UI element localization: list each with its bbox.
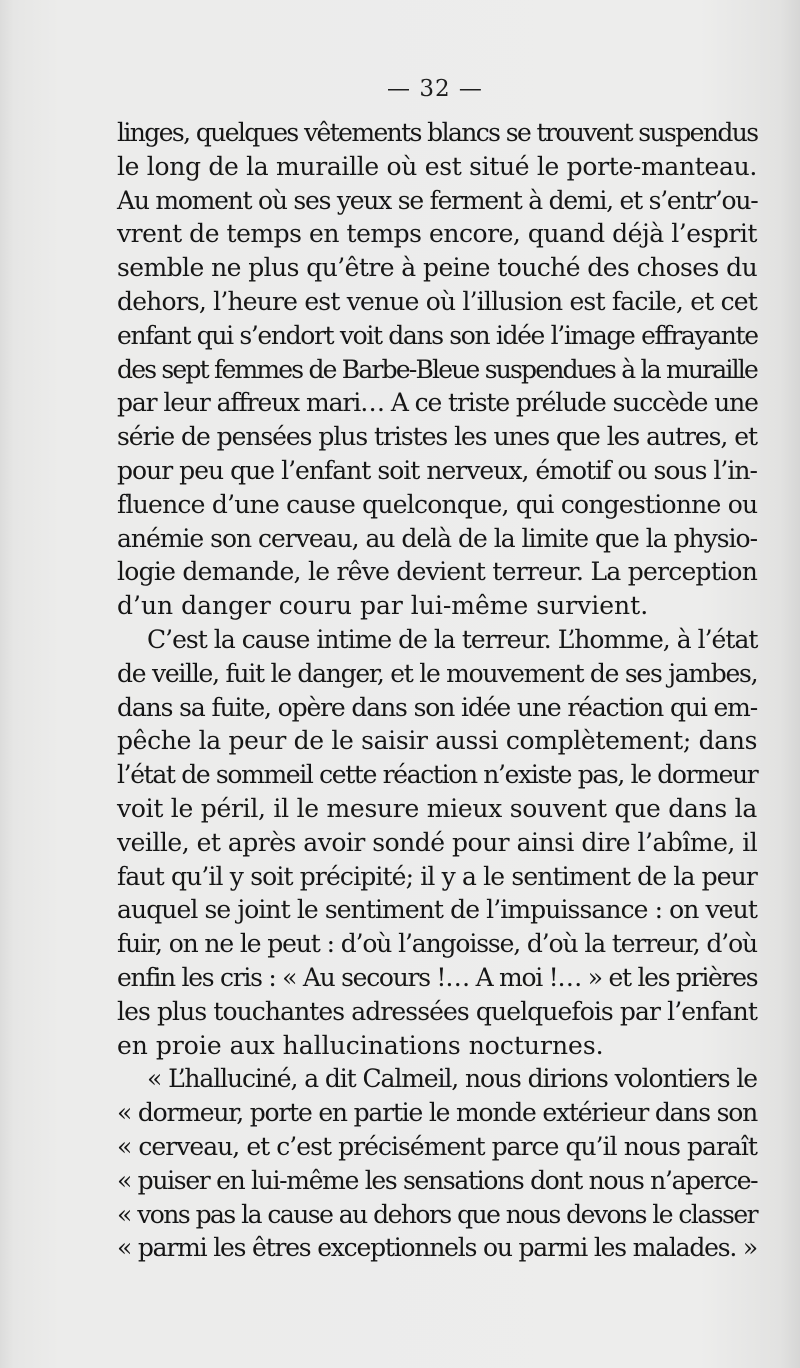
text-line: enfin les cris : « Au secours !… A moi !… » et les prières — [117, 962, 758, 992]
text-line: par leur affreux mari… A ce triste prélude succède une — [117, 388, 758, 418]
text-line: des sept femmes de Barbe-Bleue suspendues à la muraille — [117, 354, 757, 384]
quote-line: « dormeur, porte en partie le monde extérieur dans son — [117, 1098, 757, 1128]
text-line: veille, et après avoir sondé pour ainsi dire l’abîme, il — [117, 827, 758, 857]
text-line: voit le péril, il le mesure mieux souvent que dans la — [117, 793, 757, 823]
quote-line: « puiser en lui-même les sensations dont nous n’aperce- — [117, 1165, 758, 1195]
text-line: série de pensées plus tristes les unes que les autres, et — [117, 422, 757, 452]
text-line: dans sa fuite, opère dans son idée une réaction qui em- — [117, 692, 758, 722]
text-line: vrent de temps en temps encore, quand déjà l’esprit — [117, 219, 757, 249]
text-line: le long de la muraille où est situé le porte-manteau. — [117, 151, 757, 181]
text-line: auquel se joint le sentiment de l’impuissance : on veut — [117, 895, 757, 925]
text-line: fluence d’une cause quelconque, qui congestionne ou — [117, 489, 758, 519]
text-line: anémie son cerveau, au delà de la limite que la physio- — [117, 523, 757, 553]
body-text — [117, 116, 757, 1265]
text-line: les plus touchantes adressées quelquefois par l’enfant — [117, 996, 757, 1026]
text-line: pêche la peur de le saisir aussi complètement; dans — [117, 726, 758, 756]
text-line: logie demande, le rêve devient terreur. La perception — [117, 557, 758, 587]
quote-line: « vons pas la cause au dehors que nous devons le classer — [117, 1199, 757, 1229]
text-line: d’un danger couru par lui-même survient. — [117, 591, 649, 621]
quote-line: « parmi les êtres exceptionnels ou parmi les malades. » — [117, 1233, 757, 1263]
text-line: dehors, l’heure est venue où l’illusion est facile, et cet — [117, 286, 757, 316]
text-line: C’est la cause intime de la terreur. L’homme, à l’état — [147, 624, 758, 654]
text-line: fuir, on ne le peut : d’où l’angoisse, d’où la terreur, d’où — [117, 929, 757, 959]
text-line: de veille, fuit le danger, et le mouvement de ses jambes, — [117, 658, 758, 688]
text-line: faut qu’il y soit précipité; il y a le sentiment de la peur — [117, 861, 757, 891]
text-line: enfant qui s’endort voit dans son idée l’image effrayante — [117, 320, 758, 350]
text-line: en proie aux hallucinations nocturnes. — [117, 1030, 604, 1060]
text-line: semble ne plus qu’être à peine touché des choses du — [117, 253, 758, 283]
page-number: — 32 — — [387, 76, 483, 102]
text-line: l’état de sommeil cette réaction n’existe pas, le dormeur — [117, 760, 758, 790]
text-line: linges, quelques vêtements blancs se trouvent suspendus — [117, 118, 758, 147]
quote-line: « L’halluciné, a dit Calmeil, nous dirions volontiers le — [147, 1064, 757, 1094]
text-line: Au moment où ses yeux se ferment à demi, et s’entr’ou- — [117, 185, 758, 215]
quote-line: « cerveau, et c’est précisément parce qu’il nous paraît — [117, 1131, 757, 1161]
text-line: pour peu que l’enfant soit nerveux, émotif ou sous l’in- — [117, 455, 757, 485]
